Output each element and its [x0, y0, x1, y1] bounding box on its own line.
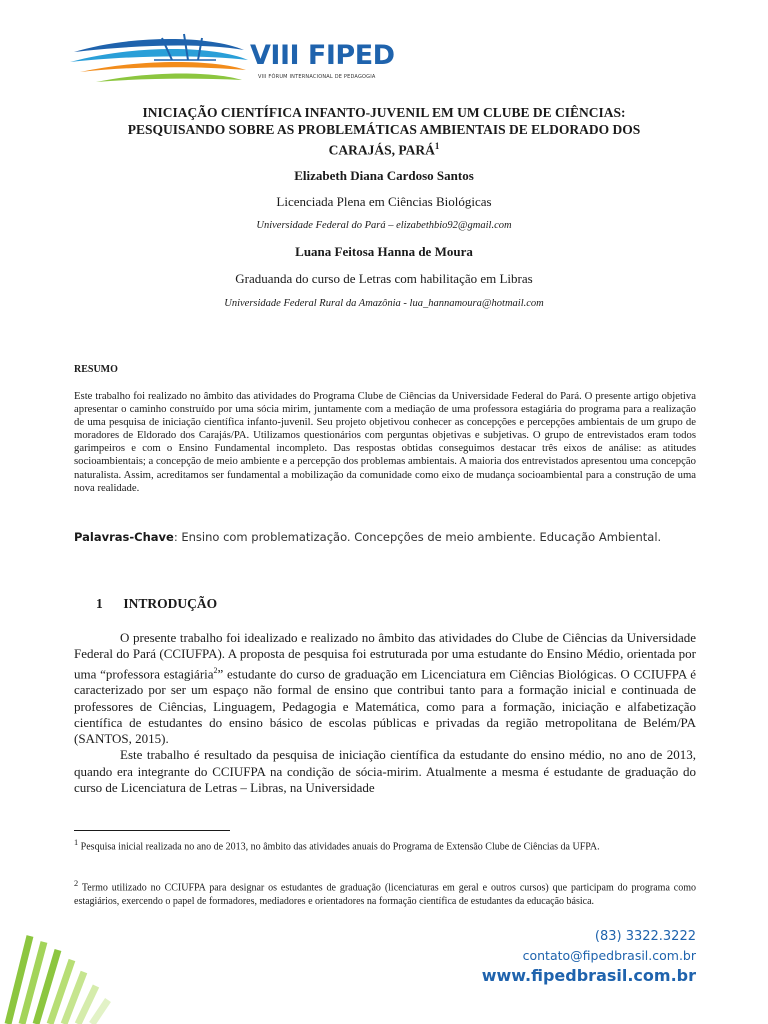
- logo-text: VIII FIPED: [250, 40, 395, 71]
- section-heading: [96, 596, 217, 612]
- footnote-1: $^1$ Pesquisa inicial realizada no ano de 2013, no âmbito das atividades anuais do Programa de Extensão Clube de Ciências da UFPA.: [74, 838, 600, 853]
- footnote-ref-2: 2: [213, 665, 218, 675]
- keywords-label: Palavras-Chave: [74, 530, 174, 544]
- paper-title: [70, 104, 698, 159]
- body-text: [74, 630, 696, 796]
- paragraph-1: O presente trabalho foi idealizado e realizado no âmbito das atividades do Clube de Ciências da Universidade Federal do Pará (CCIUFPA). A proposta de pesquisa foi estruturada por uma estudante do Ensino Médio, orientada por uma “professora estagiária$^2$” estudante do curso de graduação em Licenciatura em Ciências Biológicas. O CCIUFPA é caracterizado por ser um espaço não formal de ensino que contribui tanto para a formação inicial e continuada de professores de Ciências, Linguagem, Pedagogia e Matemática, como para a formação, iniciação e alfabetização científica de estudantes do ensino básico de escolas públicas e privadas da região metropolitana de Belém/PA (SANTOS, 2015).: [74, 630, 696, 747]
- author-2-name: Luana Feitosa Hanna de Moura: [295, 244, 473, 259]
- contact-phone: (83) 3322.3222: [594, 929, 696, 944]
- keywords-text: : Ensino com problematização. Concepções de meio ambiente. Educação Ambiental.: [173, 530, 662, 544]
- section-number: 1: [96, 596, 103, 611]
- author-1-name: Elizabeth Diana Cardoso Santos: [294, 168, 474, 183]
- title-footnote-mark: 1: [434, 141, 440, 151]
- footnote-divider: [74, 830, 230, 831]
- website-link[interactable]: www.fipedbrasil.com.br: [481, 966, 696, 985]
- keywords: [74, 529, 696, 546]
- author-2-degree: Graduanda do curso de Letras com habilitação em Libras: [235, 271, 533, 286]
- abstract-text: Este trabalho foi realizado no âmbito das atividades do Programa Clube de Ciências da Universidade Federal do Pará. O presente artigo objetiva apresentar o caminho construído por uma sócia mirim, juntamente com a mediação de uma professora estagiária do programa para a realização de uma pesquisa de iniciação científica infanto-juvenil. Seu projeto objetivou conhecer as concepções e percepções ambientais de um grupo de moradores de Eldorado dos Carajás/PA. Utilizamos questionários com perguntas objetivas e subjetivas. O grupo de entrevistados eram todos garimpeiros e com o Ensino Fundamental incompleto. Das respostas obtidas conseguimos destacar três eixos de análise: as atitudes socioambientais; a concepção de meio ambiente e a percepção dos problemas ambientais. A maioria dos entrevistados apresentou uma concepção naturalista. Assim, acreditamos ser fundamental a mobilização da comunidade como eixo de mudança socioambiental para a construção de uma nova realidade.: [74, 390, 696, 494]
- contact-email[interactable]: contato@fipedbrasil.com.br: [522, 948, 696, 963]
- decorative-stripes: [0, 928, 140, 1024]
- author-1-degree: Licenciada Plena em Ciências Biológicas: [276, 194, 492, 209]
- footnote-2: $^2$ Termo utilizado no CCIUFPA para designar os estudantes de graduação (licenciaturas em geral e outros cursos) que participam do programa como estagiários, exercendo o papel de formadores, mediadores e orientadores na formação científica de estudantes da educação básica.: [74, 879, 696, 907]
- logo-subtitle: VIII FÓRUM INTERNACIONAL DE PEDAGOGIA: [258, 74, 376, 80]
- author-2-affiliation: Universidade Federal Rural da Amazônia - lua_hannamoura@hotmail.com: [224, 298, 544, 309]
- paragraph-2: Este trabalho é resultado da pesquisa de iniciação científica da estudante do ensino médio, no ano de 2013, quando era integrante do CCIUFPA na condição de sócia-mirim. Atualmente a mesma é estudante de graduação do curso de Licenciatura de Letras – Libras, na Universidade: [74, 747, 696, 795]
- title-line-3: CARAJÁS, PARÁ$^1$: [328, 141, 440, 158]
- title-line-2: PESQUISANDO SOBRE AS PROBLEMÁTICAS AMBIENTAIS DE ELDORADO DOS: [127, 122, 641, 137]
- abstract-heading: RESUMO: [74, 364, 118, 375]
- section-title: INTRODUÇÃO: [123, 596, 218, 611]
- title-line-1: INICIAÇÃO CIENTÍFICA INFANTO-JUVENIL EM UM CLUBE DE CIÊNCIAS:: [142, 105, 626, 120]
- author-1-affiliation: Universidade Federal do Pará – elizabethbio92@gmail.com: [256, 220, 512, 231]
